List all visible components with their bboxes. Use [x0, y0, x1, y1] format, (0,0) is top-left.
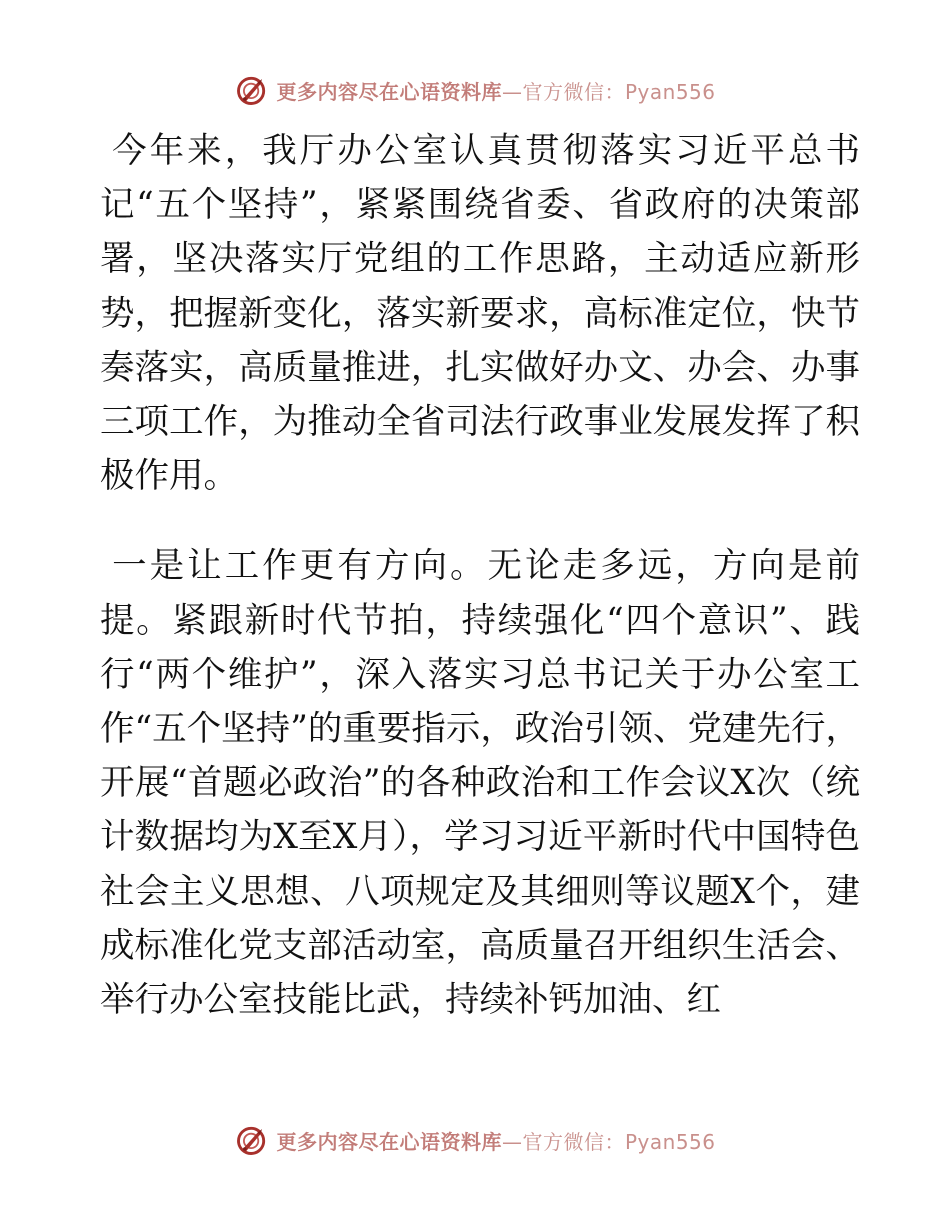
red-pen-circle-logo-icon	[234, 1122, 270, 1158]
paragraph-direction: 一是让工作更有方向。无论走多远，方向是前提。紧跟新时代节拍，持续强化“四个意识”、践行“两个维护”，深入落实习总书记关于办公室工作“五个坚持”的重要指示，政治引领、党建先行，开展“首题必政治”的各种政治和工作会议X次（统计数据均为X至X月），学习习近平新时代中国特色社会主义思想、八项规定及其细则等议题X个，建成标准化党支部活动室，高质量召开组织生活会、举行办公室技能比武，持续补钙加油、红	[100, 546, 860, 1021]
red-pen-circle-logo-icon	[234, 72, 270, 108]
footer-banner	[0, 1118, 950, 1162]
footer-banner-main: 更多内容尽在心语资料库	[276, 1129, 502, 1154]
header-banner-main: 更多内容尽在心语资料库	[276, 79, 502, 104]
document-body	[100, 124, 860, 1027]
paragraph-intro: 今年来，我厅办公室认真贯彻落实习近平总书记“五个坚持”，紧紧围绕省委、省政府的决策部署，坚决落实厅党组的工作思路，主动适应新形势，把握新变化，落实新要求，高标准定位，快节奏落实，高质量推进，扎实做好办文、办会、办事三项工作，为推动全省司法行政事业发展发挥了积极作用。	[100, 131, 860, 497]
footer-banner-separator: —	[501, 1129, 523, 1154]
header-banner-text	[276, 76, 715, 105]
footer-banner-contact: 官方微信：	[522, 1129, 625, 1154]
header-banner-contact: 官方微信：	[522, 79, 625, 104]
footer-banner-content	[234, 1122, 715, 1158]
footer-banner-text	[276, 1126, 715, 1155]
header-banner	[0, 68, 950, 112]
footer-banner-wechat-id: Pyan556	[624, 1129, 716, 1154]
header-banner-wechat-id: Pyan556	[624, 79, 716, 104]
header-banner-content	[234, 72, 715, 108]
header-banner-separator: —	[501, 79, 523, 104]
